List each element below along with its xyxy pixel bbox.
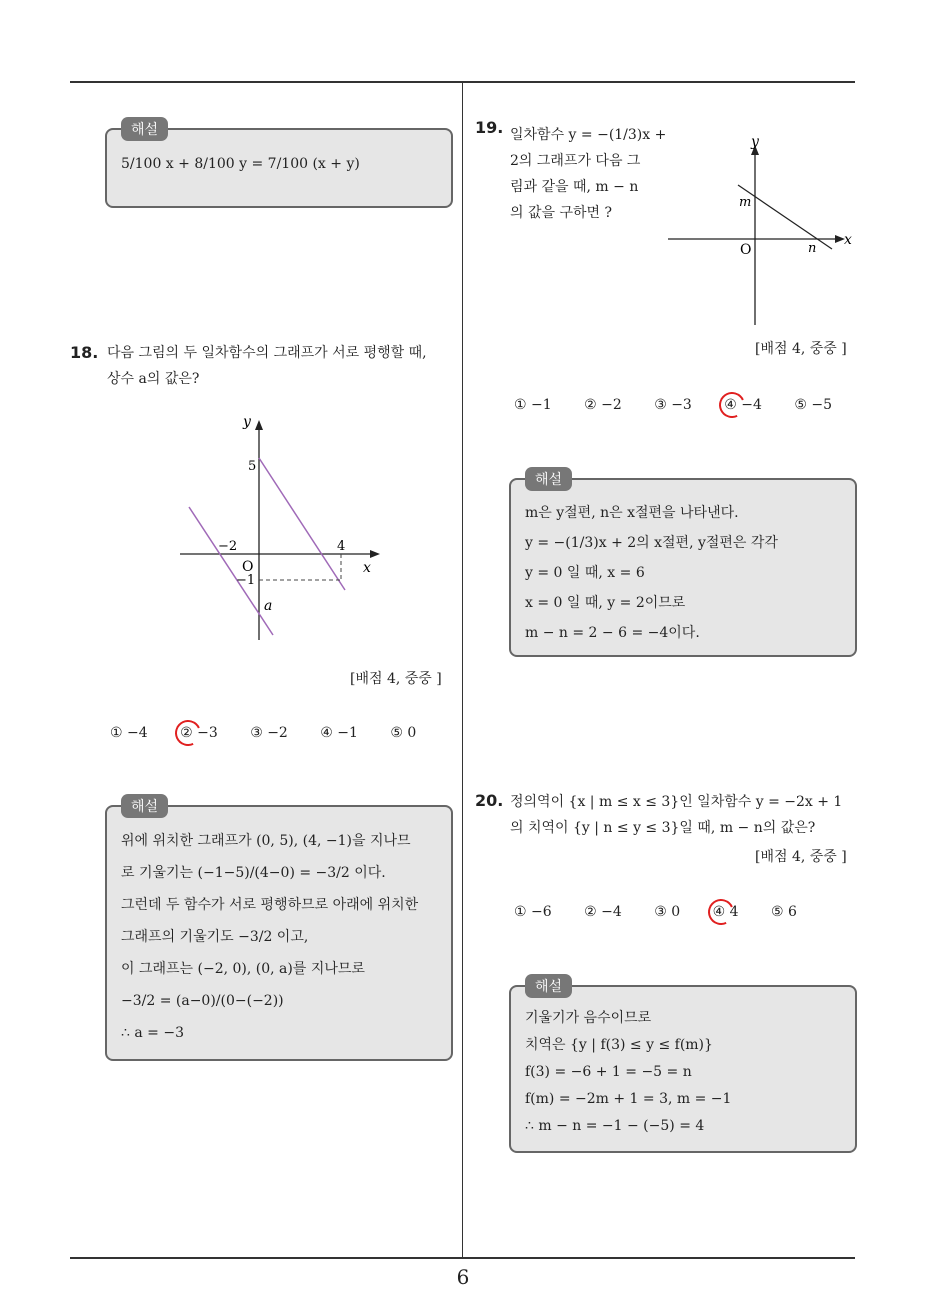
solution-box-17 [105, 122, 453, 208]
solution-line: 위에 위치한 그래프가 (0, 5), (4, −1)을 지나므 [121, 833, 411, 849]
question-19-text [510, 122, 666, 226]
question-20-choices [514, 904, 825, 920]
x-axis-arrow [370, 550, 380, 558]
graph-label-origin: O [740, 242, 752, 258]
solution-tag: 해설 [525, 974, 572, 998]
solution-box-19 [509, 472, 857, 657]
question-18-graph [170, 410, 400, 650]
solution-line: ∴ a = −3 [121, 1025, 184, 1041]
choice-4[interactable] [724, 397, 762, 413]
question-19-score: [배점 4, 중중 ] [755, 341, 847, 357]
question-line: 상수 a의 값은? [107, 371, 200, 387]
lower-line [189, 507, 273, 635]
choice-1[interactable]: ① −4 [110, 725, 148, 741]
choice-4-label: ④ 4 [712, 904, 739, 920]
question-20-text [510, 789, 842, 841]
solution-box-18 [105, 799, 453, 1061]
graph-label-y: y [751, 134, 759, 150]
solution-line: y = 0 일 때, x = 6 [525, 565, 645, 581]
graph-label-origin: O [242, 559, 254, 575]
choice-4[interactable]: ④ −1 [320, 725, 358, 741]
question-19-number: 19. [475, 118, 504, 137]
graph-label-x: x [363, 560, 371, 576]
graph-label-m: m [739, 195, 752, 210]
graph-label-neg1: −1 [236, 573, 256, 588]
solution-line: −3/2 = (a−0)/(0−(−2)) [121, 993, 284, 1009]
y-axis-arrow [255, 420, 263, 430]
question-line: 다음 그림의 두 일차함수의 그래프가 서로 평행할 때, [107, 345, 427, 361]
choice-1[interactable]: ① −6 [514, 904, 552, 920]
question-line: 2의 그래프가 다음 그 [510, 153, 641, 169]
solution-line: m은 y절편, n은 x절편을 나타낸다. [525, 505, 739, 521]
graph-label-4: 4 [337, 539, 346, 554]
question-18-text [107, 340, 427, 392]
upper-line [259, 458, 345, 590]
graph-label-n: n [808, 241, 817, 256]
question-19-choices [514, 397, 860, 413]
choice-3[interactable]: ③ −3 [654, 397, 692, 413]
solution-line: f(3) = −6 + 1 = −5 = n [525, 1064, 692, 1080]
solution-tag: 해설 [121, 794, 168, 818]
solution-18-lines [121, 825, 418, 1049]
question-18-score: [배점 4, 중중 ] [350, 671, 442, 687]
solution-line: f(m) = −2m + 1 = 3, m = −1 [525, 1091, 732, 1107]
choice-3[interactable]: ③ 0 [654, 904, 681, 920]
question-line: 림과 같을 때, m − n [510, 179, 639, 195]
solution-19-lines [525, 498, 778, 648]
solution-line: 그래프의 기울기도 −3/2 이고, [121, 929, 309, 945]
solution-box-20 [509, 979, 857, 1153]
graph-label-y: y [243, 414, 251, 430]
choice-5[interactable]: ⑤ 0 [390, 725, 417, 741]
answer-circle [716, 388, 749, 421]
solution-line: 치역은 {y | f(3) ≤ y ≤ f(m)} [525, 1037, 713, 1053]
choice-3[interactable]: ③ −2 [250, 725, 288, 741]
solution-line: 이 그래프는 (−2, 0), (0, a)를 지나므로 [121, 961, 365, 977]
question-20-score: [배점 4, 중중 ] [755, 849, 847, 865]
solution-line: m − n = 2 − 6 = −4이다. [525, 625, 700, 641]
question-line: 일차함수 y = −(1/3)x + [510, 127, 667, 143]
answer-circle [171, 716, 204, 749]
question-line: 의 값을 구하면 ? [510, 205, 613, 221]
solution-line: 로 기울기는 (−1−5)/(4−0) = −3/2 이다. [121, 865, 386, 881]
graph-label-5: 5 [248, 459, 257, 474]
column-divider [462, 83, 463, 1258]
choice-2-label: ② −3 [180, 725, 218, 741]
solution-line: 그런데 두 함수가 서로 평행하므로 아래에 위치한 [121, 897, 419, 913]
choice-2[interactable] [180, 725, 218, 741]
choice-5[interactable]: ⑤ 6 [770, 904, 797, 920]
graph-label-x: x [844, 232, 852, 248]
question-line: 정의역이 {x | m ≤ x ≤ 3}인 일차함수 y = −2x + 1 [510, 794, 843, 810]
solution-line: x = 0 일 때, y = 2이므로 [525, 595, 686, 611]
solution-line: ∴ m − n = −1 − (−5) = 4 [525, 1118, 705, 1134]
graph-label-neg2: −2 [218, 539, 238, 554]
choice-2[interactable]: ② −2 [584, 397, 622, 413]
solution-line: 기울기가 음수이므로 [525, 1010, 652, 1026]
choice-4[interactable] [713, 904, 739, 920]
choice-1[interactable]: ① −1 [514, 397, 552, 413]
solution-tag: 해설 [525, 467, 572, 491]
solution-line: y = −(1/3)x + 2의 x절편, y절편은 각각 [525, 535, 778, 551]
answer-circle [704, 895, 737, 928]
choice-2[interactable]: ② −4 [584, 904, 622, 920]
question-18-number: 18. [70, 343, 99, 362]
question-line: 의 치역이 {y | n ≤ y ≤ 3}일 때, m − n의 값은? [510, 820, 816, 836]
bottom-rule [70, 1257, 855, 1259]
solution-20-lines [525, 1005, 731, 1140]
question-20-number: 20. [475, 791, 504, 810]
question-19-graph [660, 130, 860, 330]
choice-5[interactable]: ⑤ −5 [794, 397, 833, 413]
solution-tag: 해설 [121, 117, 168, 141]
solution-line: 5/100 x + 8/100 y = 7/100 (x + y) [121, 156, 360, 172]
page-number: 6 [456, 1265, 470, 1289]
graph-label-a: a [264, 598, 273, 614]
solution-17-lines [121, 152, 360, 177]
choice-4-label: ④ −4 [724, 397, 762, 413]
question-18-choices [110, 725, 444, 741]
